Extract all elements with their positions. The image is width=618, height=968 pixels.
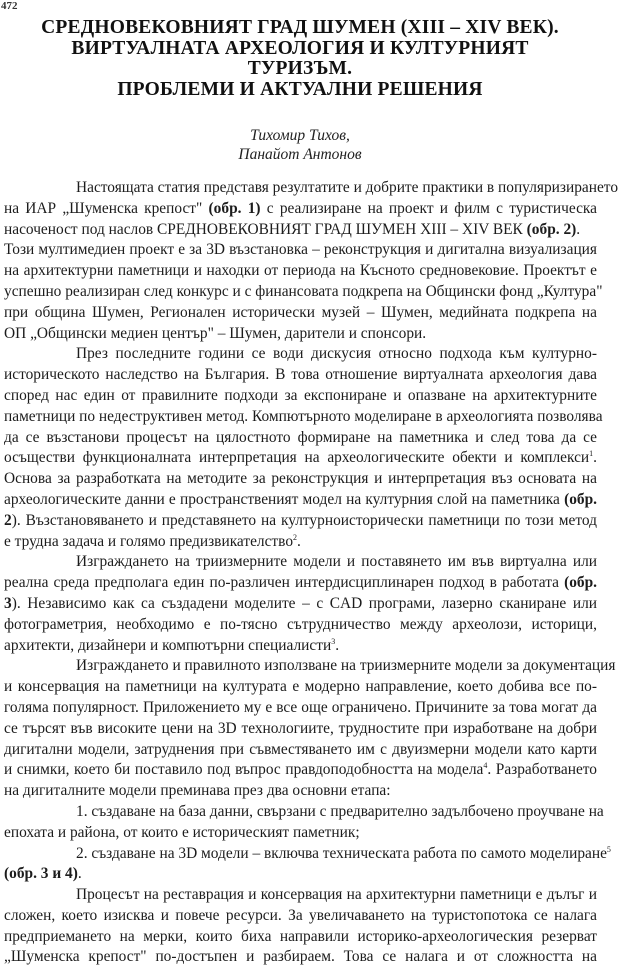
text-segment: Изграждането и правилното използване на триизмерните модели за документация [76, 657, 616, 675]
text-segment: епохата и района, от които е историческият паметник; [4, 823, 360, 841]
text-segment: Този мултимедиен проект е за 3D възстановка – реконструкция и дигитална визуализация [4, 241, 597, 259]
text-line [4, 947, 597, 968]
text-line [4, 511, 597, 532]
text-line [4, 698, 597, 719]
text-segment: предприемането на мерки, които биха направили историко-археологическия резерват [4, 927, 597, 945]
text-line [4, 407, 603, 428]
text-line [4, 344, 597, 365]
page-number: 472 [1, 0, 18, 12]
text-segment: . [335, 636, 340, 654]
text-line [4, 594, 597, 615]
author-name: Тихомир Тихов, [250, 127, 350, 144]
text-line [4, 220, 597, 241]
text-line [4, 240, 597, 261]
article-title [0, 18, 600, 100]
text-segment: с реализиране на проект и филм с туристическа [260, 199, 598, 217]
text-segment: Настоящата статия представя резултатите и добрите практики в популяризирането [76, 179, 618, 196]
text-segment: на архитектурни паметници и находки от периода на Късното средновековие. Проектът е [4, 262, 597, 280]
text-segment: и консервация на паметници на културата е модерно направление, което добива все по- [4, 678, 597, 696]
text-segment: ). Възстановяването и представянето на културноисторически паметници по този метод [11, 511, 597, 529]
text-line [4, 469, 597, 490]
figure-reference: (обр. [564, 490, 597, 508]
text-line [4, 178, 618, 199]
text-line [4, 490, 597, 511]
text-segment: архитекти, дизайнери и компютърни специалисти [4, 636, 332, 654]
text-segment: Основа за разработката на методите за реконструкция и интерпретация въз основата на [4, 470, 597, 488]
title-line: ВИРТУАЛНАТА АРХЕОЛОГИЯ И КУЛТУРНИЯТ [71, 37, 529, 59]
text-segment: 2. създаване на 3D модели – включва техническата работа по самото моделиране [76, 844, 607, 862]
figure-reference: (обр. 2) [526, 220, 577, 238]
text-segment: дигитални модели, затруднения при съвместяването им с двуизмерни модели като карти [4, 740, 597, 758]
text-segment: . [77, 865, 82, 883]
text-line [4, 303, 597, 324]
text-line [4, 365, 597, 386]
text-line [4, 927, 597, 948]
text-segment: . Разработването [487, 761, 597, 779]
text-segment: . [297, 532, 301, 550]
text-line [4, 448, 597, 469]
text-line [4, 261, 597, 282]
figure-reference: (обр. 1) [208, 199, 261, 217]
text-line [4, 656, 616, 677]
text-line [4, 885, 597, 906]
text-segment: насоченост под наслов СРЕДНОВЕКОВНИЯТ ГРАД ШУМЕН XIII – XIV ВЕК [4, 220, 527, 238]
footnote-marker: 1 [589, 449, 594, 459]
text-line [4, 532, 597, 553]
text-line [4, 906, 597, 927]
text-line [4, 615, 597, 636]
text-segment: ). Независимо как са създадени моделите – с CAD програми, лазерно сканиране или [11, 594, 597, 612]
figure-reference: (обр. [564, 574, 597, 592]
text-segment: фотограметрия, необходимо е по-тясно сътрудничество между археолози, историци, [4, 615, 597, 633]
text-segment: Изграждането на триизмерните модели и поставянето им във виртуална или [76, 553, 597, 571]
text-segment: . [576, 220, 581, 238]
text-segment: 1. създаване на база данни, свързани с предварително задълбочено проучване на [76, 802, 604, 820]
text-segment: да се възстанови процесът на цялостното формиране на паметника и след това да се [4, 428, 597, 446]
text-line [4, 636, 597, 657]
text-segment: реална среда предполага един по-различен интердисциплинарен подход в работата [4, 574, 565, 592]
text-line [4, 386, 597, 407]
figure-reference: 2 [4, 511, 12, 529]
text-segment: историческото наследство на България. В това отношение виртуалната археология дава [4, 366, 597, 384]
figure-reference: 3 [4, 594, 12, 612]
footnote-marker: 5 [606, 844, 611, 854]
text-segment: голяма популярност. Приложението му е все още ограничено. Причините за това могат да [4, 698, 597, 716]
text-line [4, 719, 597, 740]
text-line [4, 802, 604, 823]
text-line [4, 677, 597, 698]
text-line [4, 740, 597, 761]
text-segment: и снимки, което би поставило под въпрос правдоподобността на модела [4, 761, 484, 779]
text-segment: . [593, 449, 597, 467]
text-segment: През последните години се води дискусия относно подхода към културно- [76, 345, 597, 363]
text-segment: успешно реализиран след конкурс и с финансовата подкрепа на Общински фонд „Култура" [4, 282, 603, 300]
text-segment: на ИАР „Шуменска крепост" [4, 199, 209, 217]
text-line [4, 864, 597, 885]
text-line [4, 552, 597, 573]
text-segment: Процесът на реставрация и консервация на архитектурни паметници е дълъг и [76, 886, 597, 904]
figure-reference: (обр. 3 и 4) [4, 865, 78, 883]
title-line: ТУРИЗЪМ. [247, 58, 353, 79]
article-body [4, 178, 618, 968]
text-segment: при община Шумен, Регионален исторически музей – Шумен, медийната подкрепа на [4, 303, 597, 321]
text-line [4, 324, 597, 345]
text-segment: сложен, което изисква и повече ресурси. За увеличаването на туристопотока се налага [4, 906, 597, 924]
text-segment: на дигиталните модели преминава през два основни етапа: [4, 782, 391, 800]
text-segment: „Шуменска крепост" по-достъпен и разбираем. Това се налага и от сложността на [4, 948, 597, 966]
text-segment: археологическите данни е пространственият модел на културния слой на паметника [4, 490, 565, 508]
authors [0, 126, 600, 164]
text-line [4, 823, 597, 844]
text-line [4, 282, 603, 303]
text-line [4, 428, 597, 449]
footnote-marker: 3 [331, 636, 336, 646]
text-segment: ОП „Общински медиен център" – Шумен, дарители и спонсори. [4, 324, 427, 342]
text-segment: според нас един от правилните подходи за експониране и опазване на архитектурните [4, 386, 597, 404]
text-line [4, 199, 597, 220]
text-segment: е трудна задача и голямо предизвикателство [4, 532, 294, 550]
text-segment: осъществи функционалната интерпретация на археологическите обекти и комплекси [4, 449, 590, 467]
text-line [4, 781, 597, 802]
text-line [4, 844, 611, 865]
text-line [4, 760, 597, 781]
footnote-marker: 2 [293, 532, 298, 542]
text-segment: се търсят във високите цени на 3D технологиите, трудностите при изработване на добри [4, 719, 597, 737]
text-line [4, 573, 597, 594]
footnote-marker: 4 [483, 761, 488, 771]
text-segment: паметници по недеструктивен метод. Компютърното моделиране в археологията позволява [4, 407, 603, 425]
title-line: ПРОБЛЕМИ И АКТУАЛНИ РЕШЕНИЯ [117, 78, 483, 100]
title-line: СРЕДНОВЕКОВНИЯТ ГРАД ШУМЕН (XIII – XIV ВЕК). [41, 17, 559, 38]
author-name: Панайот Антонов [238, 146, 362, 163]
